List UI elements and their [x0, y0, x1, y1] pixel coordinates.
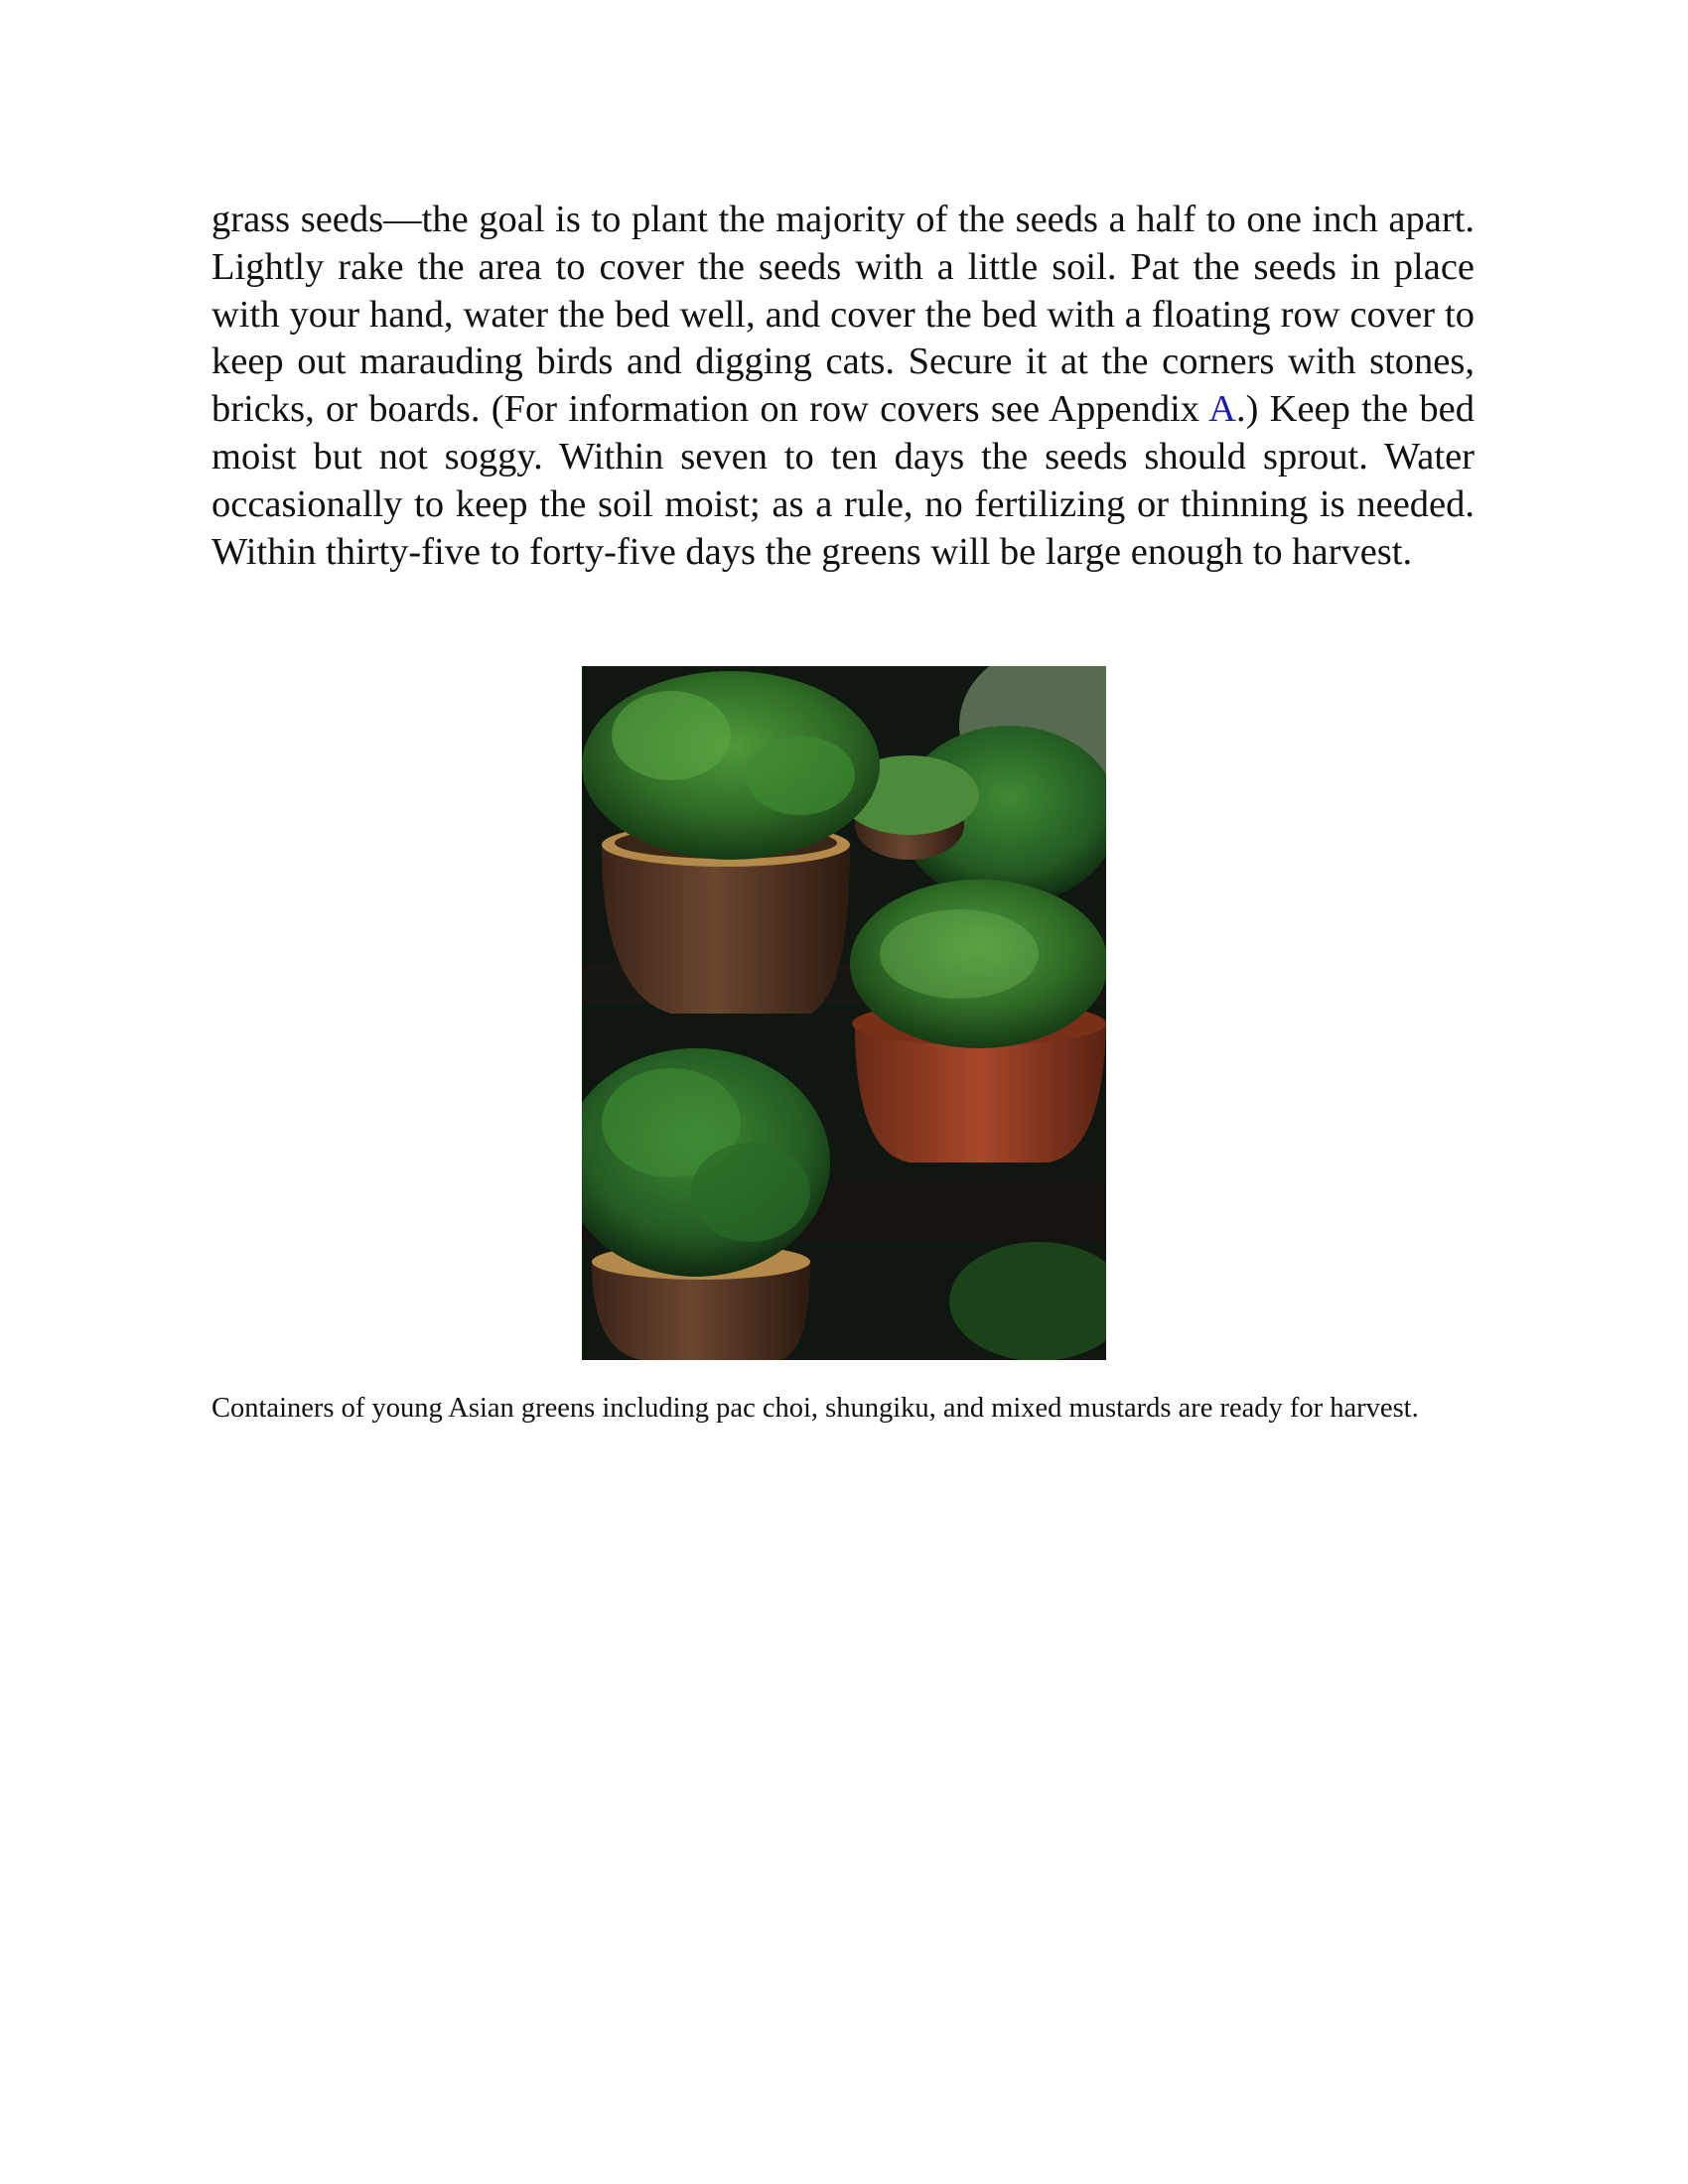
asian-greens-photo: [582, 666, 1106, 1360]
paragraph-text-end: .) Keep the bed moist but not soggy. Within seven to ten days the seeds should sprout. Water occasionally to keep the soil moist; as a rule, no fertilizing or thinning is needed. Within thirty-five to forty-five days the greens will be large enough to harvest.: [211, 388, 1475, 573]
figure-caption: Containers of young Asian greens including pac choi, shungiku, and mixed mustards are ready for harvest.: [211, 1393, 1419, 1424]
appendix-a-link[interactable]: A: [1208, 388, 1236, 431]
body-paragraph: [211, 197, 1475, 576]
paragraph-text-start: grass seeds—the goal is to plant the majority of the seeds a half to one inch apart. Lightly rake the area to cover the seeds with a little soil. Pat the seeds in place with your hand, water the bed well, and cover the bed with a floating row cover to keep out marauding birds and digging cats. Secure it at the corners with stones, bricks, or boards. (For information on row covers see Appendix: [211, 199, 1475, 431]
